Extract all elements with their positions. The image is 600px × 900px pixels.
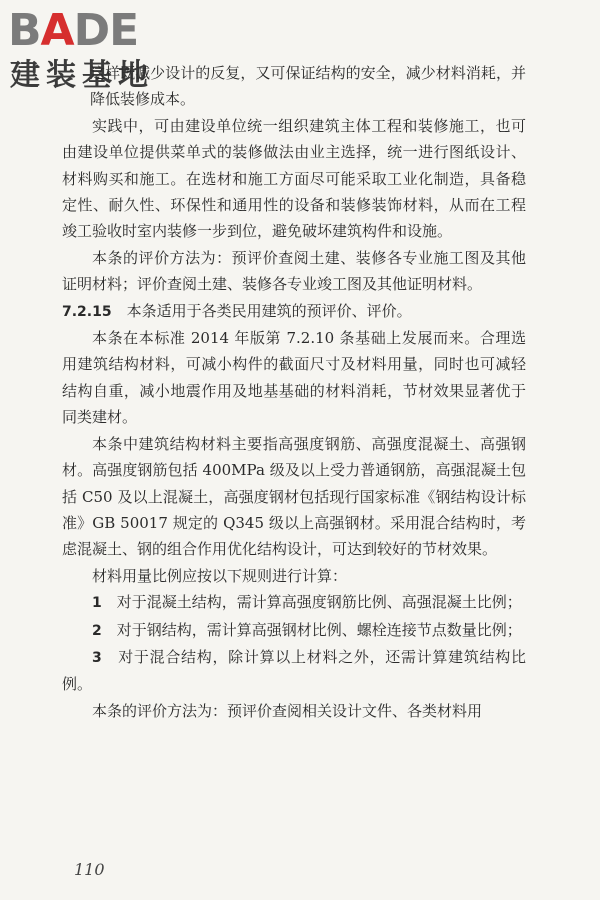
- logo-wordmark: [8, 6, 138, 56]
- clause-number: 7.2.15: [62, 303, 112, 320]
- document-body: [62, 60, 526, 724]
- list-item: 3 对于混合结构，除计算以上材料之外，还需计算建筑结构比例。: [62, 647, 526, 694]
- logo-letter-a: A: [40, 5, 74, 56]
- paragraph-practice: 实践中，可由建设单位统一组织建筑主体工程和装修施工，也可由建设单位提供菜单式的装修做法由业主选择，统一进行图纸设计、材料购买和施工。在选材和施工方面尽可能采取工业化制造，具备稳定性、耐久性、环保性和通用性的设备和装修装饰材料，从而在工程竣工验收时室内装修一步到位，避免破坏建筑构件和设施。: [62, 116, 526, 241]
- logo-chinese-name: 建装基地: [10, 58, 154, 93]
- logo-letters-de: DE: [73, 5, 139, 56]
- paragraph-rules-intro: 材料用量比例应按以下规则进行计算：: [92, 566, 348, 585]
- clause-scope: 本条适用于各类民用建筑的预评价、评价。: [126, 301, 412, 320]
- page-number: 110: [74, 860, 105, 879]
- clause-heading: [62, 298, 526, 325]
- paragraph-continuation: 这样既减少设计的反复，又可保证结构的安全，减少材料消耗，并降低装修成本。: [90, 64, 526, 109]
- paragraph-origin: 本条在本标准 2014 年版第 7.2.10 条基础上发展而来。合理选用建筑结构材料，可减小构件的截面尺寸及材料用量，同时也可减轻结构自重，减小地震作用及地基基础的材料消耗，节材效果显著优于同类建材。: [62, 329, 526, 427]
- logo-letter-b: B: [8, 5, 41, 56]
- paragraph-evaluation-method-1: 本条的评价方法为：预评价查阅土建、装修各专业施工图及其他证明材料；评价查阅土建、装修各专业竣工图及其他证明材料。: [62, 248, 526, 294]
- list-item: 2 对于钢结构，需计算高强钢材比例、螺栓连接节点数量比例；: [92, 620, 522, 639]
- paragraph-evaluation-method-2: 本条的评价方法为：预评价查阅相关设计文件、各类材料用: [92, 701, 483, 720]
- list-item: 1 对于混凝土结构，需计算高强度钢筋比例、高强混凝土比例；: [92, 593, 522, 612]
- paragraph-materials: 本条中建筑结构材料主要指高强度钢筋、高强度混凝土、高强钢材。高强度钢筋包括 400MPa 级及以上受力普通钢筋，高强混凝土包括 C50 及以上混凝土，高强度钢材包括现行国家标准《钢结构设计标准》GB 50017 规定的 Q345 级以上高强钢材。采用混合结构时，考虑混凝土、钢的组合作用优化结构设计，可达到较好的节材效果。: [62, 434, 526, 559]
